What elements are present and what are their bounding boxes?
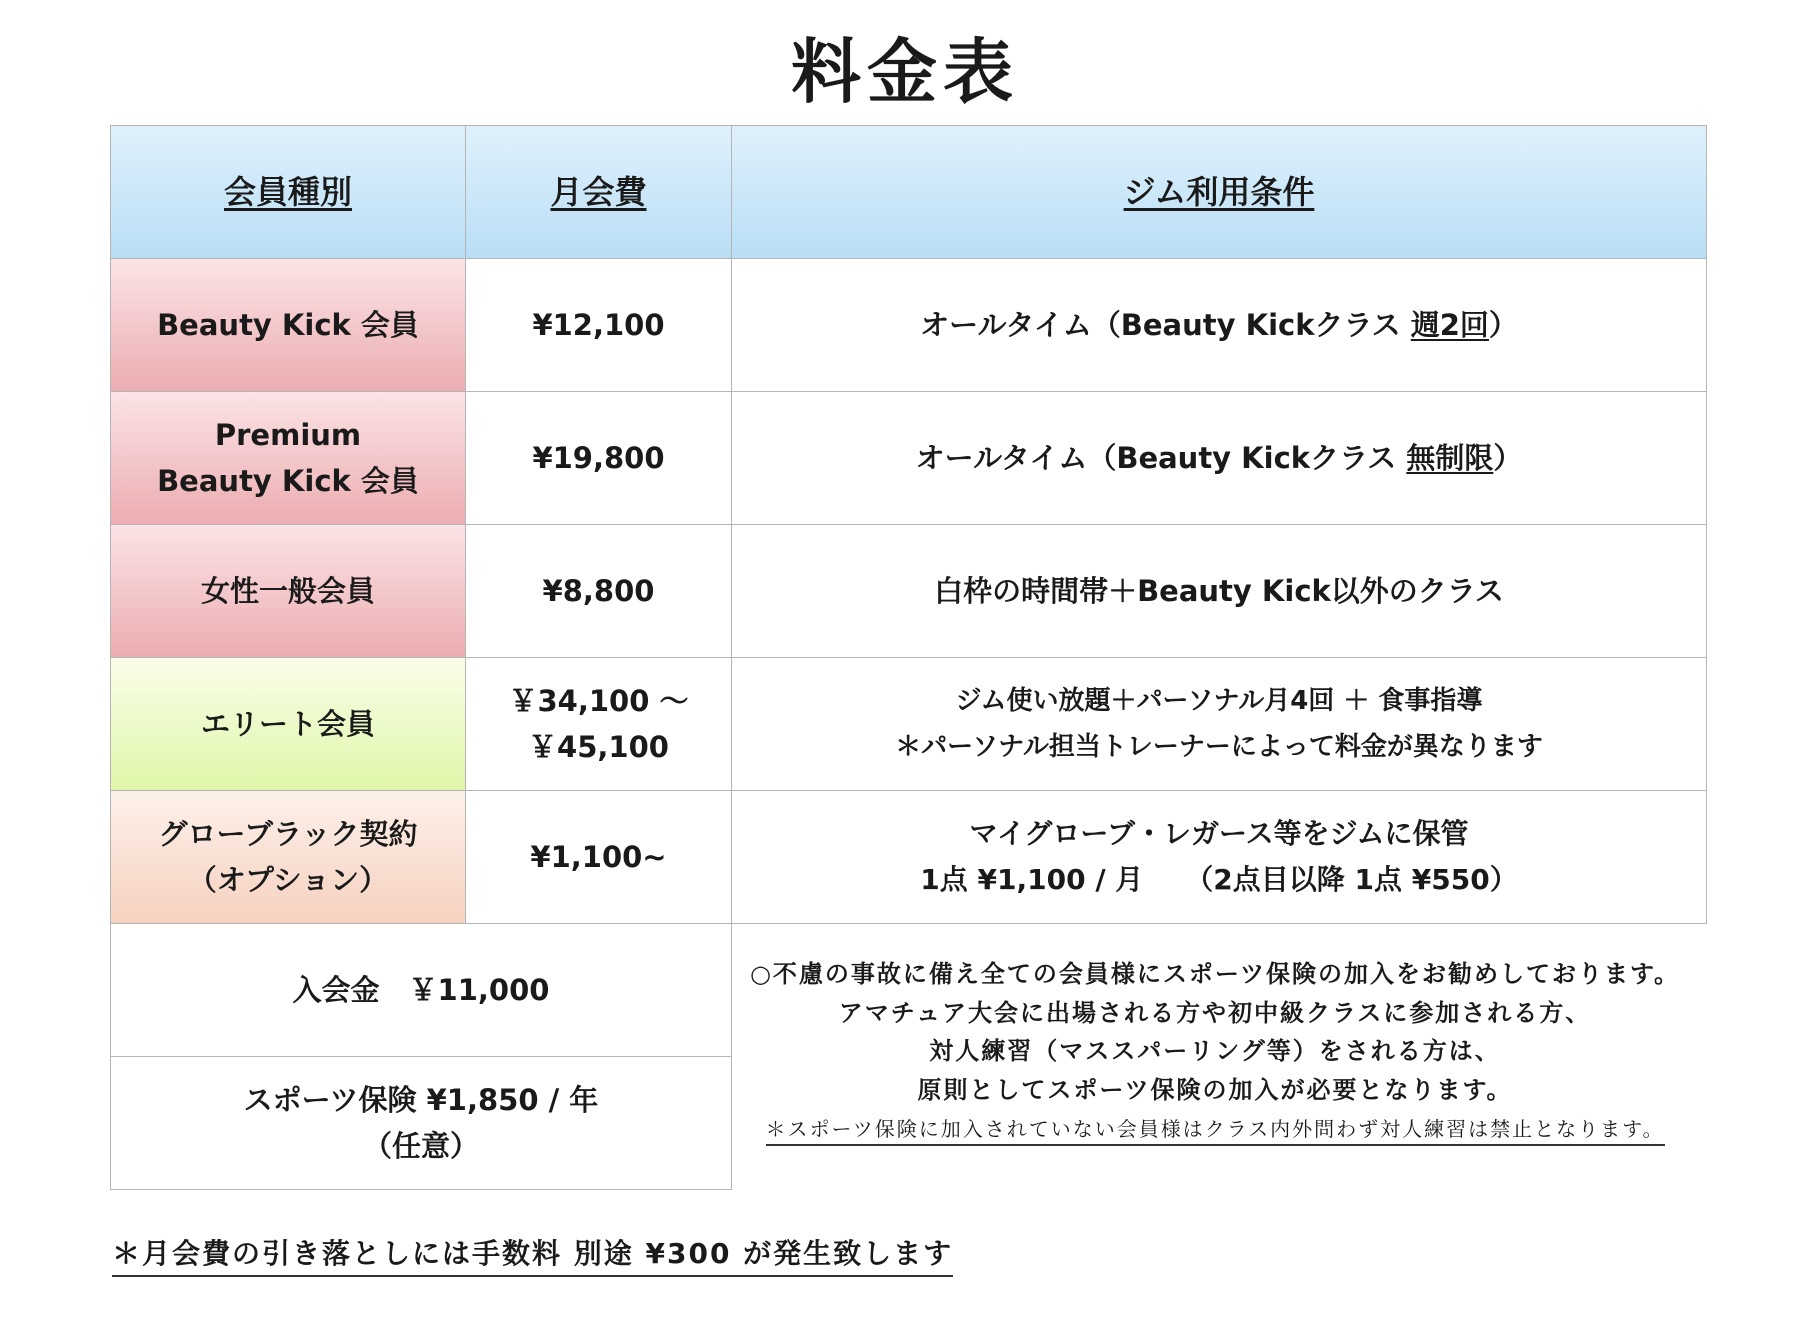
row1-fee-line: ¥12,100 bbox=[532, 308, 665, 342]
row4-condition-line-1: ジム使い放題＋パーソナル月4回 ＋ 食事指導 bbox=[955, 686, 1483, 716]
header-monthly-fee bbox=[465, 125, 732, 259]
insurance-line-1: スポーツ保険 ¥1,850 / 年 bbox=[243, 1083, 599, 1117]
fee-footnote: ＊月会費の引き落としには手数料 別途 ¥300 が発生致します bbox=[112, 1233, 953, 1277]
row4-conditions bbox=[731, 657, 1707, 791]
admission-fee: 入会金 ￥11,000 bbox=[292, 973, 550, 1007]
row3-conditions bbox=[731, 524, 1707, 658]
row5-member-type bbox=[110, 790, 466, 924]
row2-fee bbox=[465, 391, 732, 525]
row1-condition-text bbox=[920, 302, 1518, 348]
insurance-box bbox=[110, 1056, 732, 1190]
notes-line-1: ○不慮の事故に備え全ての会員様にスポーツ保険の加入をお勧めしております。 bbox=[749, 960, 1681, 988]
row1-conditions bbox=[731, 258, 1707, 392]
row2-condition-underlined: 無制限 bbox=[1406, 441, 1494, 475]
row1-condition-underlined: 週2回 bbox=[1410, 308, 1489, 342]
row2-condition-text bbox=[916, 435, 1523, 481]
notes-line-2: アマチュア大会に出場される方や初中級クラスに参加される方、 bbox=[838, 998, 1592, 1027]
row2-member-type bbox=[110, 391, 466, 525]
row5-fee bbox=[465, 790, 732, 924]
row2-type-line-2: Beauty Kick 会員 bbox=[157, 464, 419, 498]
row5-type-line-1: グローブラック契約 bbox=[158, 817, 418, 851]
row2-type-line-1: Premium bbox=[214, 418, 362, 452]
row4-fee-line-2: ￥45,100 bbox=[528, 730, 669, 764]
row2-condition-prefix: オールタイム（Beauty Kickクラス bbox=[915, 441, 1407, 475]
row3-fee-line: ¥8,800 bbox=[542, 574, 655, 608]
row4-condition-line-2: ＊パーソナル担当トレーナーによって料金が異なります bbox=[895, 732, 1543, 762]
insurance-notes bbox=[735, 955, 1695, 1148]
header-member-type bbox=[110, 125, 466, 259]
header-member-type-label: 会員種別 bbox=[223, 173, 352, 211]
header-conditions bbox=[731, 125, 1707, 259]
row5-condition-line-1: マイグローブ・レガース等をジムに保管 bbox=[969, 817, 1469, 850]
row1-type-line: Beauty Kick 会員 bbox=[157, 308, 419, 342]
row2-conditions bbox=[731, 391, 1707, 525]
row3-condition-line: 白枠の時間帯＋Beauty Kick以外のクラス bbox=[934, 574, 1504, 608]
row2-condition-suffix: ） bbox=[1493, 441, 1523, 475]
insurance-line-2: （任意） bbox=[362, 1129, 479, 1163]
row1-member-type bbox=[110, 258, 466, 392]
page-title: 料金表 bbox=[791, 31, 1019, 113]
notes-line-3: 対人練習（マススパーリング等）をされる方は、 bbox=[929, 1037, 1501, 1065]
row4-fee-line-1: ￥34,100 ～ bbox=[508, 684, 689, 718]
row4-fee bbox=[465, 657, 732, 791]
row5-fee-line: ¥1,100~ bbox=[530, 840, 667, 874]
header-conditions-label: ジム利用条件 bbox=[1123, 173, 1315, 211]
row5-type-line-2: （オプション） bbox=[187, 863, 389, 897]
row5-condition-line-2: 1点 ¥1,100 / 月 （2点目以降 1点 ¥550） bbox=[920, 863, 1518, 896]
row3-fee bbox=[465, 524, 732, 658]
row3-type-line: 女性一般会員 bbox=[200, 574, 375, 608]
row5-conditions bbox=[731, 790, 1707, 924]
row3-member-type bbox=[110, 524, 466, 658]
row1-condition-prefix: オールタイム（Beauty Kickクラス bbox=[920, 308, 1411, 342]
row2-fee-line: ¥19,800 bbox=[532, 441, 665, 475]
notes-small-warning: ＊スポーツ保険に加入されていない会員様はクラス内外問わず対人練習は禁止となります。 bbox=[766, 1114, 1665, 1146]
header-monthly-fee-label: 月会費 bbox=[550, 173, 647, 211]
admission-fee-box bbox=[110, 923, 732, 1057]
notes-line-4: 原則としてスポーツ保険の加入が必要となります。 bbox=[917, 1075, 1513, 1104]
row1-fee bbox=[465, 258, 732, 392]
row1-condition-suffix: ） bbox=[1488, 308, 1518, 342]
row4-member-type bbox=[110, 657, 466, 791]
row4-type-line: エリート会員 bbox=[200, 707, 375, 741]
